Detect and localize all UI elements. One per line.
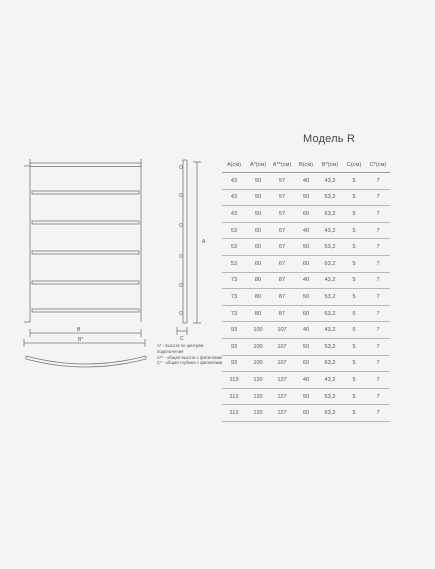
table-row (222, 305, 390, 322)
column-header: B(см) (294, 158, 318, 173)
table-cell: 43,2 (318, 322, 342, 339)
table-cell: 73 (222, 272, 246, 289)
table-cell: 5 (342, 255, 366, 272)
table-cell: 53,2 (318, 338, 342, 355)
rung-1 (30, 163, 141, 167)
table-cell: 43,2 (318, 372, 342, 389)
table-cell: 93 (222, 355, 246, 372)
table-cell: 43,2 (318, 272, 342, 289)
table-cell: 87 (270, 272, 294, 289)
table-cell: 107 (270, 355, 294, 372)
table-cell: 7 (366, 355, 390, 372)
table-cell: 53,2 (318, 189, 342, 206)
table-cell: 60 (294, 405, 318, 422)
table-cell: 57 (270, 189, 294, 206)
note-line: A* - высота по центрам подключения (157, 343, 204, 354)
table-row (222, 222, 390, 239)
table-cell: 87 (270, 305, 294, 322)
table-cell: 43 (222, 173, 246, 190)
table-cell: 100 (246, 338, 270, 355)
table-cell: 53 (222, 239, 246, 256)
table-cell: 113 (222, 372, 246, 389)
table-row (222, 289, 390, 306)
table-cell: 113 (222, 388, 246, 405)
table-cell: 53 (222, 222, 246, 239)
table-row (222, 372, 390, 389)
label-c: C (180, 336, 184, 342)
table-cell: 5 (342, 388, 366, 405)
table-cell: 40 (294, 173, 318, 190)
table-row (222, 355, 390, 372)
table-cell: 53,2 (318, 239, 342, 256)
table-cell: 73 (222, 289, 246, 306)
table-cell: 50 (294, 189, 318, 206)
table-cell: 67 (270, 239, 294, 256)
table-header-row (222, 158, 390, 173)
table-cell: 7 (366, 206, 390, 223)
table-cell: 120 (246, 372, 270, 389)
table-cell: 40 (294, 272, 318, 289)
table-cell: 43,2 (318, 222, 342, 239)
table-cell: 5 (342, 222, 366, 239)
table-cell: 50 (294, 338, 318, 355)
rung-5 (32, 281, 139, 284)
rung-3 (32, 221, 139, 224)
table-row (222, 173, 390, 190)
table-cell: 5 (342, 239, 366, 256)
table-cell: 7 (366, 289, 390, 306)
table-cell: 7 (366, 372, 390, 389)
table-cell: 40 (294, 322, 318, 339)
table-cell: 50 (294, 388, 318, 405)
table-cell: 60 (294, 206, 318, 223)
table-cell: 127 (270, 372, 294, 389)
column-header: C*(см) (366, 158, 390, 173)
table-cell: 60 (246, 255, 270, 272)
table-cell: 5 (342, 322, 366, 339)
table-cell: 50 (246, 173, 270, 190)
table-cell: 60 (246, 222, 270, 239)
table-cell: 80 (246, 272, 270, 289)
table-cell: 5 (342, 289, 366, 306)
table-row (222, 189, 390, 206)
table-cell: 93 (222, 338, 246, 355)
table-row (222, 338, 390, 355)
table-row (222, 322, 390, 339)
table-cell: 93 (222, 322, 246, 339)
table-cell: 100 (246, 322, 270, 339)
table-cell: 7 (366, 255, 390, 272)
table-cell: 80 (246, 289, 270, 306)
table-cell: 40 (294, 372, 318, 389)
table-cell: 127 (270, 388, 294, 405)
dimension-notes (157, 343, 227, 366)
table-cell: 7 (366, 338, 390, 355)
table-cell: 53,2 (318, 388, 342, 405)
table-cell: 80 (246, 305, 270, 322)
table-cell: 107 (270, 338, 294, 355)
table-cell: 120 (246, 388, 270, 405)
table-cell: 67 (270, 255, 294, 272)
table-cell: 53,2 (318, 289, 342, 306)
table-cell: 7 (366, 405, 390, 422)
table-cell: 100 (246, 355, 270, 372)
table-cell: 7 (366, 239, 390, 256)
rung-6 (32, 309, 139, 312)
table-cell: 5 (342, 206, 366, 223)
table-cell: 60 (294, 305, 318, 322)
table-cell: 43,2 (318, 173, 342, 190)
table-cell: 120 (246, 405, 270, 422)
table-cell: 107 (270, 322, 294, 339)
rung-4 (32, 251, 139, 254)
table-row (222, 388, 390, 405)
table-cell: 5 (342, 305, 366, 322)
table-cell: 7 (366, 272, 390, 289)
column-header: A(см) (222, 158, 246, 173)
table-cell: 57 (270, 206, 294, 223)
table-row (222, 272, 390, 289)
table-cell: 63,2 (318, 405, 342, 422)
table-cell: 60 (246, 239, 270, 256)
table-cell: 127 (270, 405, 294, 422)
dimensions-table (222, 158, 390, 422)
table-cell: 53 (222, 255, 246, 272)
table-cell: 50 (294, 289, 318, 306)
label-b: B (77, 327, 81, 333)
table-cell: 5 (342, 189, 366, 206)
table-cell: 7 (366, 189, 390, 206)
table-cell: 5 (342, 272, 366, 289)
table-cell: 63,2 (318, 305, 342, 322)
label-a: A (202, 239, 206, 245)
table-cell: 5 (342, 405, 366, 422)
table-cell: 50 (294, 239, 318, 256)
table-cell: 7 (366, 222, 390, 239)
table-cell: 7 (366, 305, 390, 322)
table-cell: 7 (366, 173, 390, 190)
table-row (222, 405, 390, 422)
column-header: C(см) (342, 158, 366, 173)
table-cell: 40 (294, 222, 318, 239)
table-cell: 5 (342, 372, 366, 389)
table-cell: 7 (366, 322, 390, 339)
table-row (222, 206, 390, 223)
rung-2 (32, 191, 139, 194)
table-row (222, 255, 390, 272)
table-cell: 87 (270, 289, 294, 306)
table-cell: 43 (222, 206, 246, 223)
table-cell: 7 (366, 388, 390, 405)
table-cell: 5 (342, 338, 366, 355)
label-b-star: B* (78, 337, 84, 343)
column-header: A**(см) (270, 158, 294, 173)
column-header: A*(см) (246, 158, 270, 173)
table-cell: 63,2 (318, 255, 342, 272)
table-row (222, 239, 390, 256)
note-line: A** - общая высота с фитингами (157, 354, 222, 360)
table-cell: 50 (246, 189, 270, 206)
table-cell: 63,2 (318, 206, 342, 223)
table-cell: 5 (342, 173, 366, 190)
table-cell: 67 (270, 222, 294, 239)
table-cell: 63,2 (318, 355, 342, 372)
table-cell: 113 (222, 405, 246, 422)
table-cell: 57 (270, 173, 294, 190)
table-cell: 60 (294, 255, 318, 272)
model-title: Модель R (303, 133, 356, 145)
table-cell: 73 (222, 305, 246, 322)
table-cell: 5 (342, 355, 366, 372)
table-cell: 60 (294, 355, 318, 372)
column-header: B*(см) (318, 158, 342, 173)
note-line: C* - общая глубина с фитингами (157, 360, 223, 366)
table-cell: 43 (222, 189, 246, 206)
table-cell: 50 (246, 206, 270, 223)
